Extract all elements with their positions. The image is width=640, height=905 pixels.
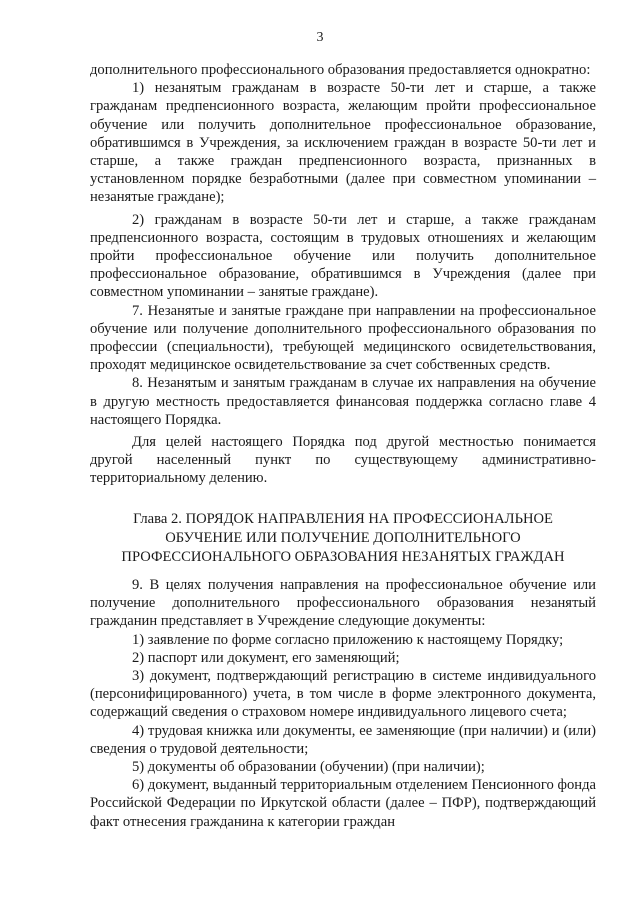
chapter-heading-line: ОБУЧЕНИЕ ИЛИ ПОЛУЧЕНИЕ ДОПОЛНИТЕЛЬНОГО — [165, 530, 521, 546]
paragraph-definition: Для целей настоящего Порядка под другой местностью понимается другой населенный пункт по существующему административно-территориальному делению. — [90, 434, 596, 487]
paragraph-item-2: 2) гражданам в возрасте 50-ти лет и старше, а также гражданам предпенсионного возраста, состоящим в трудовых отношениях и желающим пройти профессиональное обучение или получить дополнительное профессиональное образование, обратившимся в Учреждения (далее при совместном упоминании – занятые граждане). — [90, 211, 596, 301]
paragraph-lead: дополнительного профессионального образования предоставляется однократно: — [90, 62, 591, 78]
text-block-top — [90, 61, 596, 488]
chapter-heading — [90, 510, 596, 567]
chapter-heading-line: Глава 2. ПОРЯДОК НАПРАВЛЕНИЯ НА ПРОФЕССИОНАЛЬНОЕ — [133, 511, 553, 527]
list-item-document-5: 5) документы об образовании (обучении) (при наличии); — [132, 759, 485, 776]
text-block-bottom — [90, 576, 596, 831]
list-item-document-3: 3) документ, подтверждающий регистрацию в системе индивидуального (персонифицированного) учета, в том числе в форме электронного документа, содержащий сведения о страховом номере индивидуального лицевого счета; — [90, 668, 596, 721]
list-item-document-6: 6) документ, выданный территориальным отделением Пенсионного фонда Российской Федерации по Иркутской области (далее – ПФР), подтверждающий факт отнесения гражданина к категории граждан — [90, 777, 596, 830]
list-item-document-1: 1) заявление по форме согласно приложению к настоящему Порядку; — [132, 631, 564, 648]
list-item-document-4: 4) трудовая книжка или документы, ее заменяющие (при наличии) и (или) сведения о трудовой деятельности; — [90, 722, 596, 757]
paragraph-item-9: 9. В целях получения направления на профессиональное обучение или получение дополнительного профессионального образования незанятый гражданин представляет в Учреждение следующие документы: — [90, 577, 596, 630]
paragraph-item-1: 1) незанятым гражданам в возрасте 50-ти лет и старше, а также гражданам предпенсионного возраста, желающим пройти профессиональное обучение или получить дополнительное профессиональное образование, обратившимся в Учреждения, за исключением граждан в возрасте 50-ти лет и старше, а также граждан предпенсионного возраста, признанных в установленном порядке безработными (далее при совместном упоминании – незанятые граждане); — [90, 80, 596, 206]
paragraph-item-8: 8. Незанятым и занятым гражданам в случае их направления на обучение в другую местность предоставляется финансовая поддержка согласно главе 4 настоящего Порядка. — [90, 375, 596, 428]
page-number: 3 — [316, 30, 324, 45]
chapter-heading-line: ПРОФЕССИОНАЛЬНОГО ОБРАЗОВАНИЯ НЕЗАНЯТЫХ ГРАЖДАН — [121, 549, 565, 565]
list-item-document-2: 2) паспорт или документ, его заменяющий; — [132, 649, 400, 666]
paragraph-item-7: 7. Незанятые и занятые граждане при направлении на профессиональное обучение или получение дополнительного профессионального образования по профессии (специальности), требующей медицинского освидетельствования, проходят медицинское освидетельствование за счет собственных средств. — [90, 302, 596, 374]
